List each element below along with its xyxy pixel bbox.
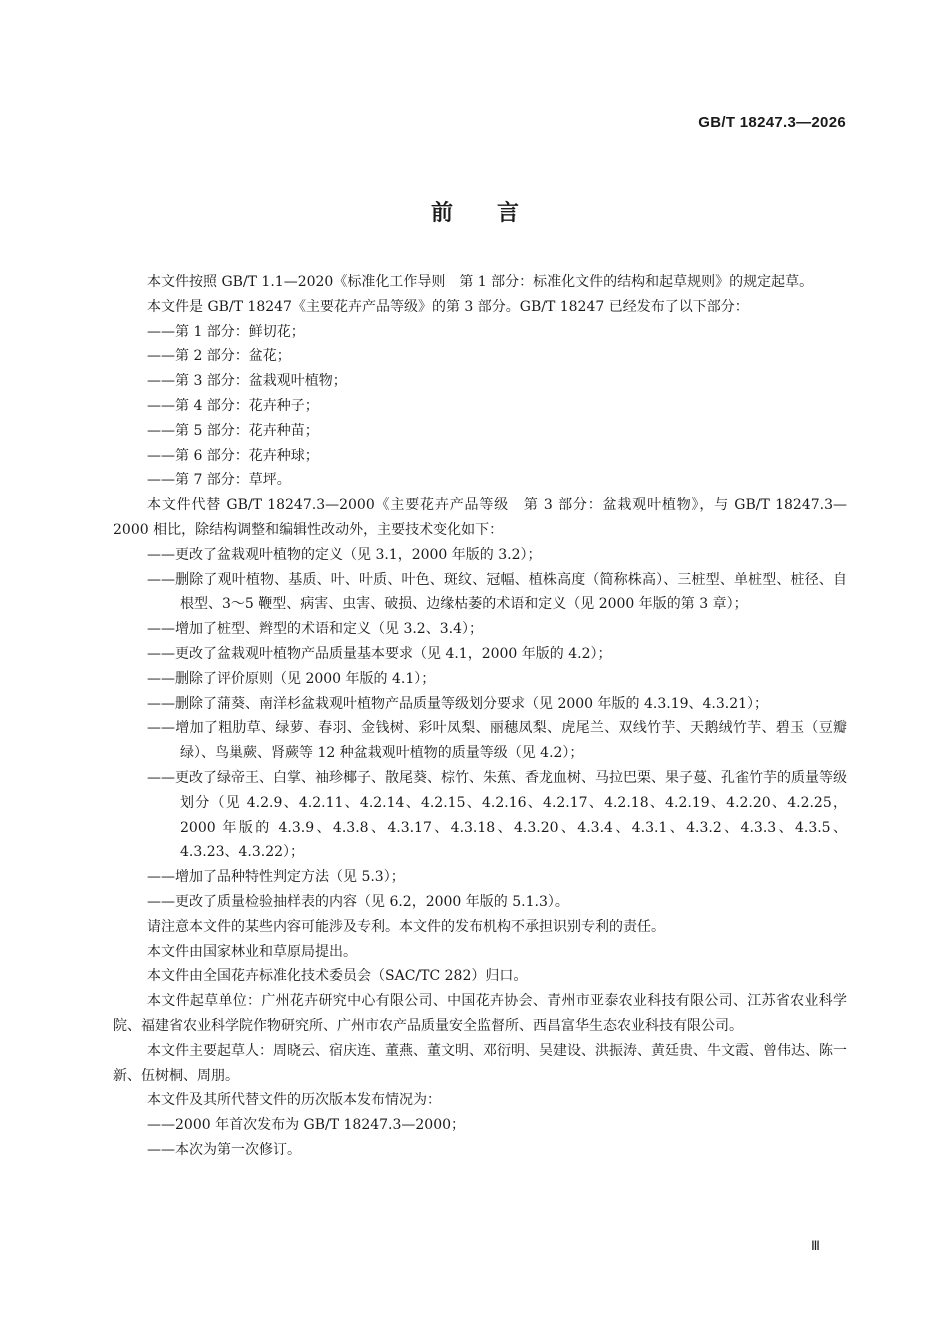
title-char-1: 前: [430, 201, 453, 226]
part-list-item: ——第 4 部分：花卉种子；: [147, 397, 319, 414]
paragraph-proposer: 本文件由国家林业和草原局提出。: [147, 943, 357, 960]
paragraph-patent-notice: 请注意本文件的某些内容可能涉及专利。本文件的发布机构不承担识别专利的责任。: [147, 918, 665, 935]
paragraph-history-intro: 本文件及其所代替文件的历次版本发布情况为：: [147, 1092, 441, 1109]
page-number: Ⅲ: [811, 1238, 820, 1253]
page-title: [0, 196, 950, 227]
part-list-item: ——第 5 部分：花卉种苗；: [147, 422, 319, 439]
change-list-item: ——增加了粗肋草、绿萝、春羽、金钱树、彩叶凤梨、丽穗凤梨、虎尾兰、双线竹芋、天鹅绒竹芋、碧玉（豆瓣绿）、鸟巢蕨、肾蕨等 12 种盆栽观叶植物的质量等级（见 4.2）；: [147, 720, 847, 762]
change-list-item: ——更改了盆栽观叶植物产品质量基本要求（见 4.1，2000 年版的 4.2）；: [147, 645, 612, 662]
history-list-item: ——2000 年首次发布为 GB/T 18247.3—2000；: [147, 1117, 466, 1134]
change-list-item: ——更改了盆栽观叶植物的定义（见 3.1，2000 年版的 3.2）；: [147, 546, 542, 563]
change-list-item: ——删除了观叶植物、基质、叶、叶质、叶色、斑纹、冠幅、植株高度（简称株高）、三桩型、单桩型、桩径、自根型、3～5 鞭型、病害、虫害、破损、边缘枯萎的术语和定义（见 2000 年版的第 3 章）；: [147, 571, 847, 613]
paragraph-replacement: 本文件代替 GB/T 18247.3—2000《主要花卉产品等级 第 3 部分：盆栽观叶植物》，与 GB/T 18247.3—2000 相比，除结构调整和编辑性改动外，主要技术变化如下：: [113, 497, 847, 538]
paragraph-drafters: 本文件主要起草人：周晓云、宿庆连、董燕、董文明、邓衍明、吴建设、洪振涛、黄廷贵、牛文霞、曾伟达、陈一新、伍树桐、周朋。: [113, 1042, 847, 1084]
standard-number: GB/T 18247.3—2026: [698, 114, 846, 131]
change-list-item: ——增加了桩型、辫型的术语和定义（见 3.2、3.4）；: [147, 621, 483, 638]
foreword-body: [113, 270, 847, 1163]
part-list-item: ——第 3 部分：盆栽观叶植物；: [147, 373, 347, 390]
change-list-item: ——删除了蒲葵、南洋杉盆栽观叶植物产品质量等级划分要求（见 2000 年版的 4.3.19、4.3.21）；: [147, 695, 769, 712]
change-list-item: ——增加了品种特性判定方法（见 5.3）；: [147, 869, 405, 886]
part-list-item: ——第 1 部分：鲜切花；: [147, 323, 305, 340]
change-list-item: ——更改了质量检验抽样表的内容（见 6.2，2000 年版的 5.1.3）。: [147, 893, 569, 910]
paragraph-series-intro: 本文件是 GB/T 18247《主要花卉产品等级》的第 3 部分。GB/T 18247 已经发布了以下部分：: [147, 298, 749, 315]
change-list-item: ——删除了评价原则（见 2000 年版的 4.1）；: [147, 670, 436, 687]
part-list-item: ——第 2 部分：盆花；: [147, 348, 291, 365]
title-char-2: 言: [497, 201, 520, 226]
part-list-item: ——第 7 部分：草坪。: [147, 472, 291, 489]
paragraph-committee: 本文件由全国花卉标准化技术委员会（SAC/TC 282）归口。: [147, 968, 528, 985]
change-list-item: ——更改了绿帝王、白掌、袖珍椰子、散尾葵、棕竹、朱蕉、香龙血树、马拉巴栗、果子蔓、孔雀竹芋的质量等级划分（见 4.2.9、4.2.11、4.2.14、4.2.15、4.2.16、4.2.17、4.2.18、4.2.19、4.2.20、4.2.25，2000 年版的 4.3.9、4.3.8、4.3.17、4.3.18、4.3.20、4.3.4、4.3.1、4.3.2、4.3.3、4.3.5、4.3.23、4.3.22）；: [147, 769, 847, 861]
paragraph-drafting-rules: 本文件按照 GB/T 1.1—2020《标准化工作导则 第 1 部分：标准化文件的结构和起草规则》的规定起草。: [147, 274, 814, 290]
paragraph-drafting-units: 本文件起草单位：广州花卉研究中心有限公司、中国花卉协会、青州市亚泰农业科技有限公司、江苏省农业科学院、福建省农业科学院作物研究所、广州市农产品质量安全监督所、西昌富华生态农业科技有限公司。: [113, 993, 847, 1034]
history-list-item: ——本次为第一次修订。: [147, 1141, 301, 1158]
part-list-item: ——第 6 部分：花卉种球；: [147, 447, 319, 464]
